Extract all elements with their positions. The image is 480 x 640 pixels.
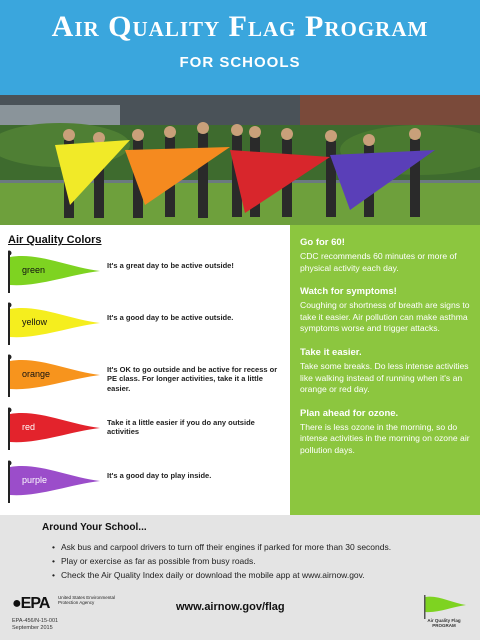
around-school-title: Around Your School... bbox=[42, 522, 147, 533]
doc-code: EPA-456/N-15-001 bbox=[12, 618, 59, 624]
document-code bbox=[12, 618, 58, 632]
color-description-yellow: It's a good day to be active outside. bbox=[107, 313, 234, 322]
page-title: Air Quality Flag Program bbox=[51, 10, 429, 43]
tip-text: CDC recommends 60 minutes or more of physical activity each day. bbox=[300, 251, 457, 273]
flag-label-orange: orange bbox=[22, 369, 51, 379]
flag-label-purple: purple bbox=[22, 475, 48, 485]
color-description-orange: It's OK to go outside and be active for recess or PE class. For longer activities, take it a little easier. bbox=[107, 365, 278, 393]
color-row-yellow bbox=[0, 301, 290, 347]
color-row-red bbox=[0, 406, 290, 452]
doc-date: September 2015 bbox=[12, 625, 53, 632]
list-item: • Ask bus and carpool drivers to turn off their engines if parked for more than 30 seconds. bbox=[52, 540, 472, 554]
color-description-green: It's a great day to be active outside! bbox=[107, 261, 234, 270]
epa-agency-name: United States Environmental Protection Agency bbox=[58, 595, 116, 605]
flag-label-red: red bbox=[22, 422, 36, 432]
program-flag-icon bbox=[418, 593, 470, 619]
air-quality-colors-panel bbox=[0, 225, 290, 515]
color-row-green bbox=[0, 249, 290, 295]
color-description-red: Take it a little easier if you do any outside activities bbox=[107, 418, 255, 437]
list-item: • Check the Air Quality Index daily or download the mobile app at www.airnow.gov. bbox=[52, 568, 472, 582]
list-item: • Play or exercise as far as possible from busy roads. bbox=[52, 554, 472, 568]
flag-label-yellow: yellow bbox=[22, 317, 48, 327]
tip-plan-ozone bbox=[300, 408, 472, 457]
tip-text: Take some breaks. Do less intense activities like walking instead of running when it's an orange or red day. bbox=[300, 360, 469, 395]
epa-logo bbox=[12, 595, 122, 613]
color-description-purple: It's a good day to play inside. bbox=[107, 471, 212, 480]
color-row-purple bbox=[0, 459, 290, 505]
tip-text: There is less ozone in the morning, so do intense activities in the morning on ozone air pollution days. bbox=[300, 421, 470, 455]
website-link[interactable]: www.airnow.gov/flag bbox=[176, 601, 285, 613]
flag-label-green: green bbox=[22, 265, 46, 275]
photo-illustration bbox=[0, 95, 480, 225]
program-logo bbox=[418, 593, 470, 637]
tip-title: Watch for symptoms! bbox=[300, 286, 397, 298]
epa-mark: ●EPA bbox=[12, 595, 50, 612]
program-logo-text: Air Quality Flag PROGRAM bbox=[427, 618, 461, 628]
tip-watch-symptoms bbox=[300, 286, 472, 335]
colors-section-title: Air Quality Colors bbox=[8, 234, 102, 246]
tips-panel bbox=[290, 225, 480, 515]
tip-text: Coughing or shortness of breath are signs to take it easier. Air pollution can make asthma symptoms worse and trigger attacks. bbox=[300, 300, 470, 334]
students-with-flags-photo bbox=[0, 95, 480, 225]
tip-title: Take it easier. bbox=[300, 346, 362, 358]
header-banner bbox=[0, 0, 480, 95]
page-subtitle: FOR SCHOOLS bbox=[179, 54, 301, 71]
tip-title: Go for 60! bbox=[300, 237, 345, 248]
tip-go-for-60 bbox=[300, 237, 472, 274]
color-row-orange bbox=[0, 353, 290, 399]
around-school-list bbox=[52, 540, 472, 582]
around-school-footer bbox=[0, 515, 480, 640]
tip-title: Plan ahead for ozone. bbox=[300, 407, 399, 419]
tip-take-it-easier bbox=[300, 347, 472, 396]
